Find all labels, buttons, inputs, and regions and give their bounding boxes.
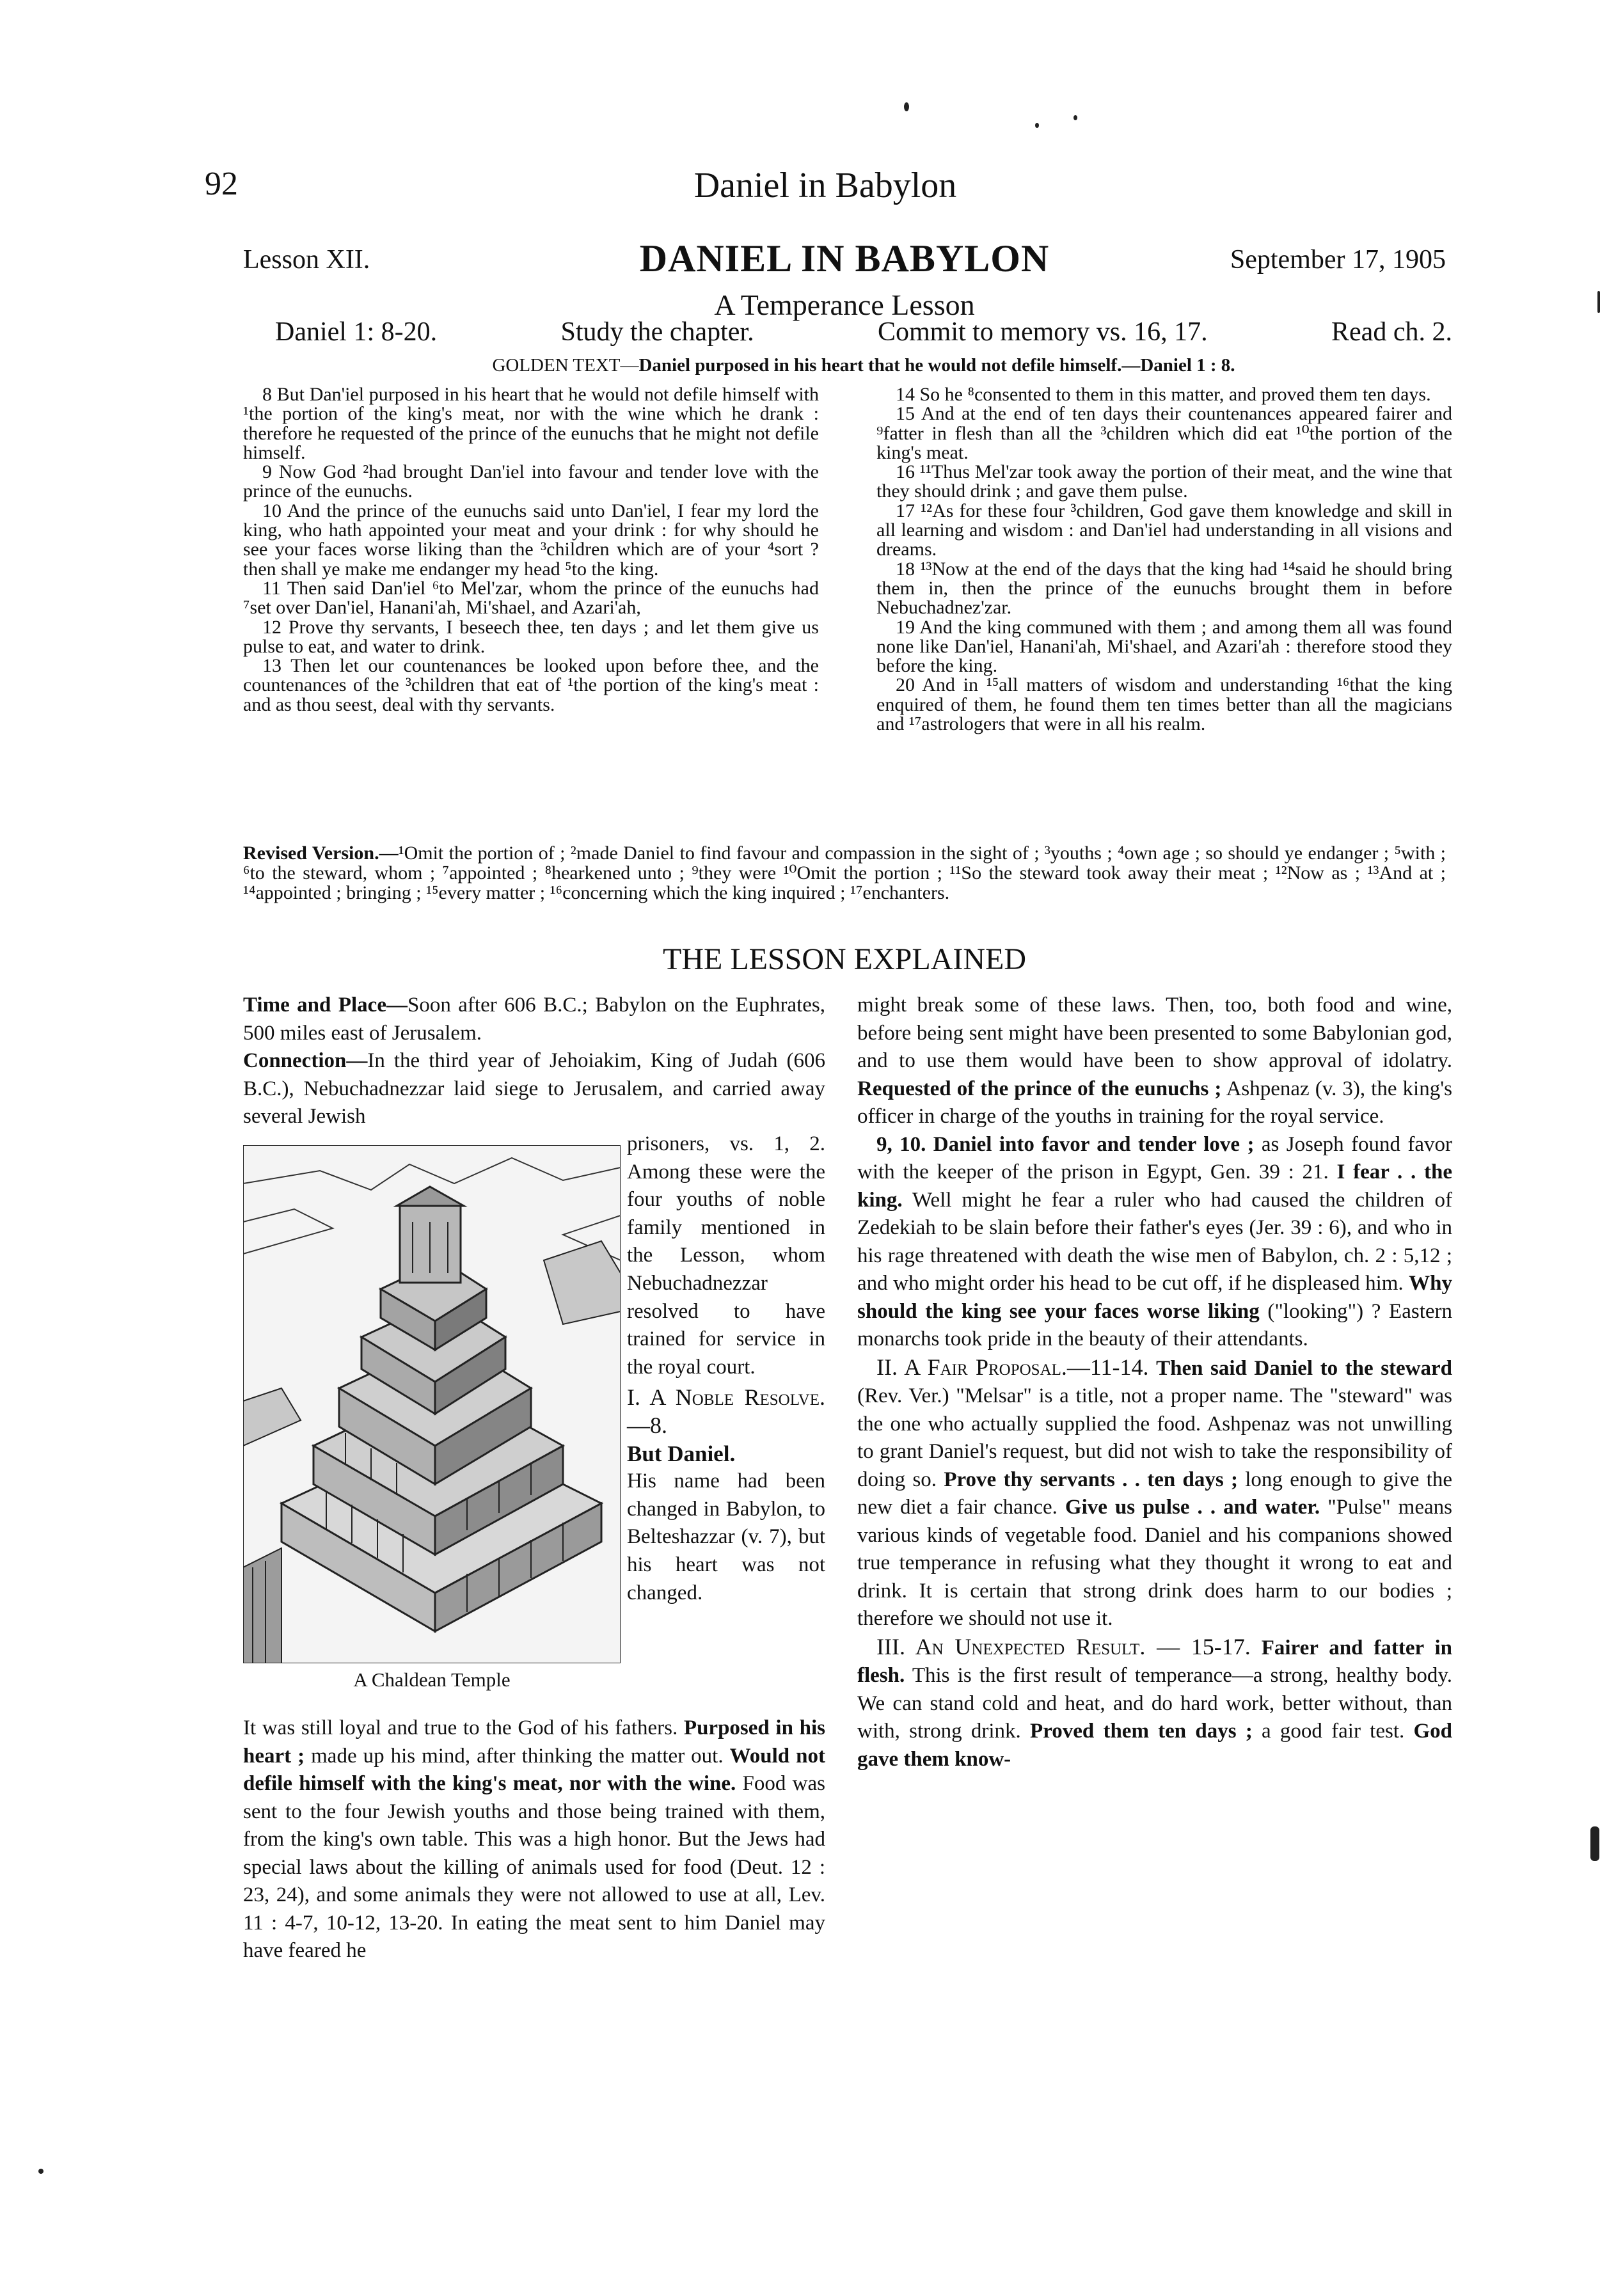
temperance-text: This is the first result of temperance—a strong, healthy body. We can stand cold and heat, and do hard work, better without, than with, strong drink. (857, 1664, 1452, 1743)
verse: 9 Now God ²had brought Dan'iel into favour and tender love with the prince of the eunuchs. (243, 461, 819, 502)
speck (38, 2169, 44, 2174)
defile-phrase: Would not defile himself with the king's meat, nor with the wine. (243, 1744, 825, 1795)
verse: 10 And the prince of the eunuchs said unto Dan'iel, I fear my lord the king, who hath appointed your meat and your drink : for why should he see your faces worse liking than the ³children which are of your ⁴sort ? then shall ye make me endanger my head ⁵to the king. (243, 500, 819, 580)
verse: 20 And in ¹⁵all matters of wisdom and understanding ¹⁶that the king enquired of them, he found them ten times better than all the magicians and ¹⁷astrologers that were in all his realm. (876, 674, 1452, 735)
verse: 11 Then said Dan'iel ⁶to Mel'zar, whom the prince of the eunuchs had ⁷set over Dan'iel, Hanani'ah, Mi'shael, and Azari'ah, (243, 577, 819, 619)
fear-king-phrase: I fear . . the king. (857, 1160, 1452, 1212)
speck (1073, 115, 1077, 120)
speck (904, 102, 909, 111)
section-one-heading: I. A Noble Resolve. —8. (627, 1384, 825, 1438)
time-place-label: Time and Place— (243, 994, 408, 1017)
read-instruction: Read ch. 2. (1331, 317, 1452, 347)
connection-label: Connection— (243, 1049, 368, 1072)
speck (1597, 291, 1600, 313)
scripture-right-column (876, 385, 1452, 734)
verse: 15 And at the end of ten days their countenances appeared fairer and ⁹fatter in flesh than all the ³children which did eat ¹⁰the portion of the king's meat. (876, 403, 1452, 463)
revised-version-text: ¹Omit the portion of ; ²made Daniel to find favour and compassion in the sight of ; ³youths ; ⁴own age ; so should ye endanger ; ⁵with ; ⁶to the steward, whom ; ⁷appointed ; ⁸hearkened unto ; ⁹they were ¹⁰Omit the portion ; ¹¹So the steward took away their meat ; ¹²Now as ; ¹³And at ; ¹⁴appointed ; bringing ; ¹⁵every matter ; ¹⁶concerning which the king inquired ; ¹⁷enchanters. (243, 843, 1446, 903)
verse: 16 ¹¹Thus Mel'zar took away the portion of their meat, and the wine that they should drink ; and gave them pulse. (876, 461, 1452, 502)
steward-phrase: Then said Daniel to the steward (1156, 1356, 1453, 1380)
golden-text-label: GOLDEN TEXT— (492, 355, 639, 376)
favor-phrase: 9, 10. Daniel into favor and tender love ; (876, 1132, 1255, 1156)
melsar-text: (Rev. Ver.) "Melsar" is a title, not a proper name. The "steward" was the one who actually supplied the food. Ashpenaz was not unwilling to grant Daniel's request, but did not wish to take the responsibility of doing so. (857, 1384, 1452, 1491)
test-text: a good fair test. (1262, 1720, 1405, 1743)
monarchs-text: ("looking") ? Eastern monarchs took pride in the beauty of their attendants. (857, 1299, 1453, 1350)
section-title: THE LESSON EXPLAINED (663, 942, 1026, 976)
lesson-title: DANIEL IN BABYLON (639, 237, 1050, 280)
purposed-text: made up his mind, after thinking the matter out. (311, 1744, 724, 1768)
speck (1035, 123, 1039, 128)
scripture-reference: Daniel 1: 8-20. (275, 317, 438, 347)
chaldean-temple-figure (243, 1145, 621, 1702)
section-one-text: His name had been changed in Babylon, to Belteshazzar (v. 7), but his heart was not changed. (627, 1469, 825, 1604)
laws-text: might break some of these laws. Then, too, both food and wine, before being sent might have been presented to some Babylonian god, and to use them would have been to show approval of idolatry. (857, 994, 1452, 1072)
section-three-heading: III. An Unexpected Result. — 15-17. (876, 1633, 1251, 1659)
figure-caption: A Chaldean Temple (353, 1668, 511, 1691)
connection-text: In the third year of Jehoiakim, King of Judah (606 B.C.), Nebuchadnezzar laid siege to Jerusalem, and carried away several Jewish (243, 1049, 825, 1128)
running-title: Daniel in Babylon (693, 166, 957, 205)
pulse-text: "Pulse" means various kinds of vegetable food. Daniel and his companions showed true temperance in refusing what they thought it wrong to eat and drink. It is certain that strong drink does harm to our bodies ; therefore we should not use it. (857, 1496, 1452, 1630)
verse: 13 Then let our countenances be looked upon before thee, and the countenances of the ³children that eat of ¹the portion of the king's meat : and as thou seest, deal with thy servants. (243, 655, 819, 715)
prove-phrase: Prove thy servants . . ten days ; (944, 1468, 1238, 1491)
lesson-explained-right-column (857, 992, 1452, 1773)
ziggurat-illustration (243, 1145, 621, 1663)
page-number: 92 (205, 166, 238, 202)
pulse-phrase: Give us pulse . . and water. (1065, 1496, 1320, 1519)
lesson-explained-intro (243, 992, 825, 1131)
verse: 8 But Dan'iel purposed in his heart that he would not defile himself with ¹the portion of the king's meat, nor with the wine which he drank : therefore he requested of the prince of the eunuchs that he might not defile himself. (243, 384, 819, 463)
verse: 17 ¹²As for these four ³children, God gave them knowledge and skill in all learning and wisdom : and Dan'iel had understanding in all visions and dreams. (876, 500, 1452, 560)
speck (1590, 1826, 1599, 1861)
verse: 12 Prove thy servants, I beseech thee, ten days ; and let them give us pulse to eat, and water to drink. (243, 616, 819, 657)
worse-liking-phrase: Why should the king see your faces worse liking (857, 1272, 1453, 1323)
section-one-lead: But Daniel. (627, 1441, 736, 1466)
verse: 19 And the king communed with them ; and among them all was found none like Dan'iel, Hanani'ah, Mi'shael, and Azari'ah : therefore stood they before the king. (876, 616, 1452, 677)
loyal-text: It was still loyal and true to the God of his fathers. (243, 1716, 678, 1739)
diet-text: long enough to give the new diet a fair chance. (857, 1468, 1452, 1519)
ashpenaz-text: Ashpenaz (v. 3), the king's officer in charge of the youths in training for the royal service. (857, 1077, 1452, 1128)
purposed-phrase: Purposed in his heart ; (243, 1716, 825, 1768)
fairer-phrase: Fairer and fatter in flesh. (857, 1636, 1452, 1687)
section-two-heading: II. A Fair Proposal.—11-14. (876, 1354, 1149, 1380)
connection-continued: prisoners, vs. 1, 2. Among these were the four youths of noble family mentioned in the Lesson, whom Nebuchadnezzar resolved to have trained for service in the royal court. (627, 1132, 825, 1379)
section-one-continued (243, 1714, 825, 1965)
memory-instruction: Commit to memory vs. 16, 17. (877, 317, 1208, 347)
revised-version-notes (243, 843, 1446, 903)
lesson-subtitle: A Temperance Lesson (714, 289, 975, 321)
scripture-left-column (243, 385, 819, 715)
ruler-text: Well might he fear a ruler who had caused the children of Zedekiah to be slain before their father's eyes (Jer. 39 : 6), and who in his rage threatened with death the wise men of Babylon, ch. 2 : 5,12 ; and who might order his head to be cut off, if he displeased him. (857, 1188, 1453, 1295)
requested-phrase: Requested of the prince of the eunuchs ; (857, 1077, 1222, 1100)
revised-version-label: Revised Version.— (243, 843, 399, 864)
lesson-reference-line (275, 317, 1452, 347)
study-instruction: Study the chapter. (560, 317, 754, 347)
time-place-text: Soon after 606 B.C.; Babylon on the Euphrates, 500 miles east of Jerusalem. (243, 994, 826, 1045)
verse: 18 ¹³Now at the end of the days that the king had ¹⁴said he should bring them in, then the prince of the eunuchs brought them in before Nebuchadnez'zar. (876, 558, 1452, 619)
proved-phrase: Proved them ten days ; (1030, 1720, 1253, 1743)
lesson-date: September 17, 1905 (1230, 245, 1446, 274)
verse: 14 So he ⁸consented to them in this matter, and proved them ten days. (896, 384, 1431, 405)
god-gave-phrase: God gave them know- (857, 1720, 1453, 1771)
joseph-text: as Joseph found favor with the keeper of the prison in Egypt, Gen. 39 : 21. (857, 1132, 1453, 1184)
lesson-number: Lesson XII. (243, 245, 370, 274)
running-head (205, 165, 1446, 223)
food-text: Food was sent to the four Jewish youths and those being trained with them, from the king's own table. This was a high honor. But the Jews had special laws about the killing of animals used for food (Deut. 12 : 23, 24), and some animals they were not allowed to use at all, Lev. 11 : 4-7, 10-12, 13-20. In eating the meat sent to him Daniel may have feared he (243, 1772, 825, 1962)
golden-text-body: Daniel purposed in his heart that he would not defile himself.—Daniel 1 : 8. (638, 355, 1235, 376)
float-text-column (627, 1130, 825, 1607)
golden-text (275, 355, 1452, 376)
